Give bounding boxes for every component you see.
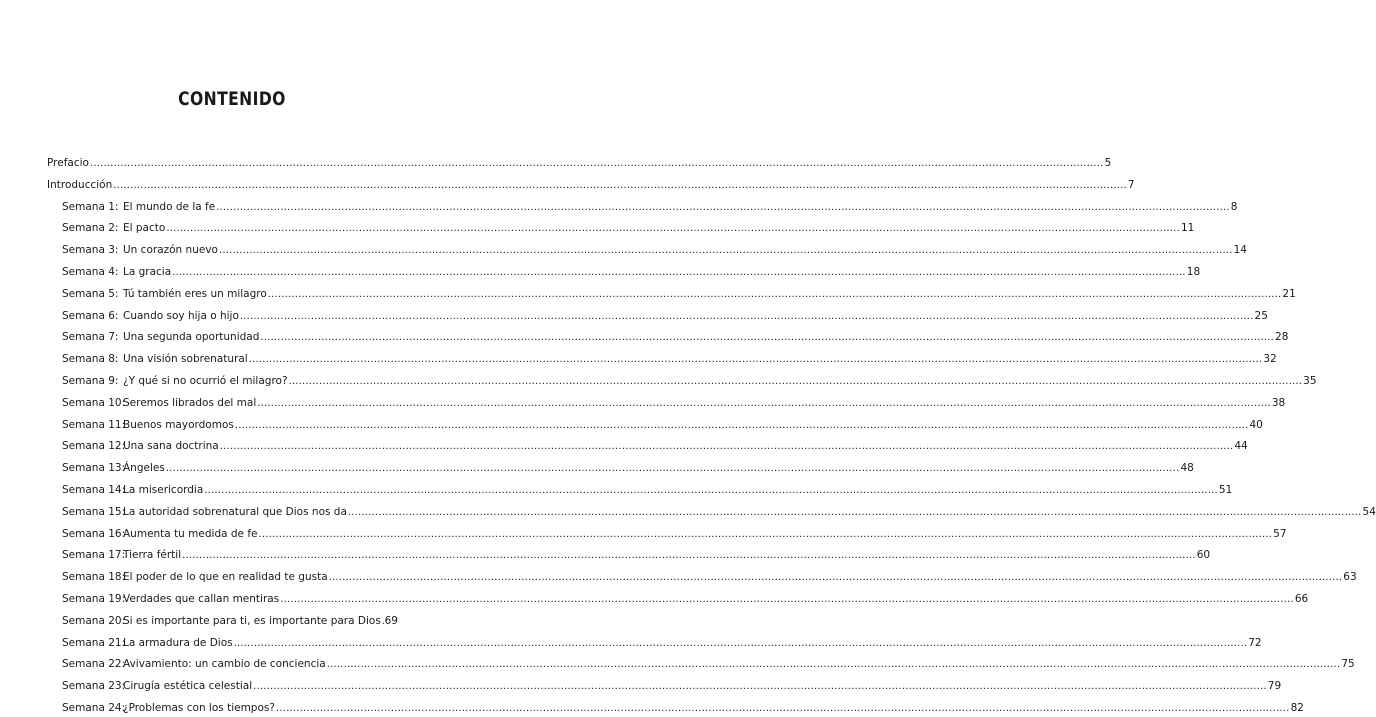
dot-leader: ............................................................................................................................................................................................................................................................................................................ xyxy=(248,354,1263,366)
toc-week-label: Semana 5: xyxy=(62,287,119,300)
toc-week-label: Semana 18: xyxy=(62,571,126,584)
toc-entry xyxy=(62,504,1376,520)
dot-leader: ............................................................................................................................................................................................................................................................................................................ xyxy=(280,594,1294,605)
toc-entry-title: Si es importante para ti, es importante para Dios xyxy=(123,614,381,627)
toc-entry xyxy=(62,438,1248,454)
toc-week-label: Semana 8: xyxy=(62,353,119,366)
toc-entry-title: Aumenta tu medida de fe xyxy=(123,527,258,540)
dot-leader: ............................................................................................................................................................................................................................................................................................................ xyxy=(288,376,1303,387)
dot-leader: ............................................................................................................................................................................................................................................................................................................ xyxy=(234,419,1249,431)
dot-leader: ............................................................................................................................................................................................................................................................................................................ xyxy=(219,441,1234,453)
toc-entry xyxy=(62,242,1247,258)
toc-entry-title: El mundo de la fe xyxy=(123,200,216,213)
toc-page-number: 5 xyxy=(1104,157,1112,169)
toc-entry xyxy=(62,351,1277,367)
toc-week-label: Semana 12: xyxy=(62,440,126,453)
toc-page-number: 54 xyxy=(1362,505,1376,518)
dot-leader: ............................................................................................................................................................................................................................................................................................................ xyxy=(216,201,1230,213)
dot-leader: ............................................................................................................................................................................................................................................................................................................ xyxy=(204,485,1218,496)
toc-week-label: Semana 11: xyxy=(62,418,126,431)
dot-leader: ............................................................................................................................................................................................................................................................................................................ xyxy=(258,528,1273,540)
dot-leader: ............................................................................................................................................................................................................................................................................................................ xyxy=(165,463,1180,475)
toc-entry xyxy=(62,329,1289,345)
toc-week-label: Semana 7: xyxy=(62,331,119,344)
toc-entry xyxy=(62,678,1282,694)
toc-entry xyxy=(62,591,1309,607)
dot-leader: ............................................................................................................................................................................................................................................................................................................ xyxy=(267,288,1282,300)
dot-leader: ............................................................................................................................................................................................................................................................................................................ xyxy=(89,158,1104,169)
toc-page-number: 32 xyxy=(1263,353,1277,366)
toc-entry-title: Una visión sobrenatural xyxy=(123,353,248,366)
toc-entry-title: Seremos librados del mal xyxy=(123,396,257,409)
toc-entry xyxy=(62,220,1195,236)
toc-entry-title: Avivamiento: un cambio de conciencia xyxy=(123,658,326,671)
toc-entry-title: La misericordia xyxy=(123,484,204,496)
toc-page-number: 11 xyxy=(1180,222,1195,235)
dot-leader: ............................................................................................................................................................................................................................................................................................................ xyxy=(218,245,1233,257)
toc-entry xyxy=(62,199,1238,215)
toc-entry-title: Cuando soy hija o hijo xyxy=(123,309,239,322)
dot-leader: ............................................................................................................................................................................................................................................................................................................ xyxy=(233,637,1248,649)
toc-page-number: 48 xyxy=(1180,462,1194,475)
dot-leader: ............................................................................................................................................................................................................................................................................................................ xyxy=(172,267,1186,278)
dot-leader: ............................................................................................................................................................................................................................................................................................................ xyxy=(347,506,1362,518)
toc-week-label: Semana 20: xyxy=(62,614,126,627)
toc-entry-title: Verdades que callan mentiras xyxy=(123,593,280,605)
toc-entry-title: El poder de lo que en realidad te gusta xyxy=(123,571,328,584)
toc-page-number: 79 xyxy=(1267,680,1282,693)
toc-page-number: 38 xyxy=(1271,396,1286,409)
toc-week-label: Semana 13: xyxy=(62,462,126,475)
toc-week-label: Semana 14: xyxy=(62,484,126,496)
toc-week-label: Semana 22: xyxy=(62,658,126,671)
toc-week-label: Semana 2: xyxy=(62,222,119,235)
toc-week-label: Semana 10: xyxy=(62,396,126,409)
toc-entry-title: Buenos mayordomos xyxy=(123,418,234,431)
toc-entry-title: El pacto xyxy=(123,222,166,235)
toc-page-number: 69 xyxy=(384,614,398,627)
toc-page-number: 44 xyxy=(1234,440,1248,453)
toc-page-number: 8 xyxy=(1230,200,1238,213)
toc-entry-title: ¿Problemas con los tiempos? xyxy=(123,702,275,714)
toc-entry xyxy=(62,373,1317,389)
toc-entry xyxy=(62,460,1194,476)
dot-leader xyxy=(382,614,384,630)
toc-entry xyxy=(62,526,1287,542)
dot-leader: ............................................................................................................................................................................................................................................................................................................ xyxy=(113,179,1127,191)
toc-entry xyxy=(62,395,1286,411)
toc-entry xyxy=(62,286,1296,302)
dot-leader: ............................................................................................................................................................................................................................................................................................................ xyxy=(260,332,1275,344)
toc-entry xyxy=(62,264,1201,280)
toc-entry-title: Ángeles xyxy=(123,462,165,475)
toc-week-label: Semana 9: xyxy=(62,375,119,387)
toc-entry xyxy=(47,177,1135,193)
toc-page-number: 57 xyxy=(1273,527,1287,540)
toc-week-label: Semana 19: xyxy=(62,593,126,605)
toc-week-label: Semana 21: xyxy=(62,636,126,649)
dot-leader: ............................................................................................................................................................................................................................................................................................................ xyxy=(239,310,1254,322)
dot-leader: ............................................................................................................................................................................................................................................................................................................ xyxy=(253,681,1267,693)
toc-entry xyxy=(62,547,1211,563)
toc-page-number: 82 xyxy=(1290,702,1304,714)
toc-entry xyxy=(62,569,1357,585)
toc-page-number: 21 xyxy=(1282,287,1296,300)
toc-entry-title: Prefacio xyxy=(47,157,89,169)
toc-entry-title: Tú también eres un milagro xyxy=(123,287,267,300)
toc-page-number: 66 xyxy=(1294,593,1309,605)
dot-leader: ............................................................................................................................................................................................................................................................................................................ xyxy=(326,659,1341,671)
toc-week-label: Semana 16: xyxy=(62,527,126,540)
toc-week-label: Semana 6: xyxy=(62,309,119,322)
toc-page-number: 14 xyxy=(1233,244,1247,257)
toc-entry xyxy=(47,155,1112,171)
toc-page-number: 40 xyxy=(1249,418,1263,431)
toc-entry-title: Tierra fértil xyxy=(123,549,182,562)
toc-entry-title: Una segunda oportunidad xyxy=(123,331,260,344)
toc-page-number: 7 xyxy=(1127,178,1135,191)
toc-page-number: 72 xyxy=(1248,636,1262,649)
toc-week-label: Semana 4: xyxy=(62,266,119,278)
toc-page-number: 18 xyxy=(1186,266,1201,278)
toc-entry xyxy=(62,656,1355,672)
toc-page-number: 35 xyxy=(1303,375,1317,387)
toc-entry-title: ¿Y qué si no ocurrió el milagro? xyxy=(123,375,288,387)
toc-page-number: 75 xyxy=(1341,658,1355,671)
toc-entry xyxy=(62,482,1233,498)
toc-entry-title: Introducción xyxy=(47,178,113,191)
toc-week-label: Semana 1: xyxy=(62,200,119,213)
dot-leader: ............................................................................................................................................................................................................................................................................................................ xyxy=(275,703,1290,714)
toc-entry xyxy=(62,417,1263,433)
toc-entry-title: Cirugía estética celestial xyxy=(123,680,253,693)
toc-week-label: Semana 15: xyxy=(62,505,126,518)
toc-page-number: 60 xyxy=(1196,549,1211,562)
dot-leader: ............................................................................................................................................................................................................................................................................................................ xyxy=(328,572,1343,584)
page-title: CONTENIDO xyxy=(178,88,286,110)
toc-week-label: Semana 24: xyxy=(62,702,126,714)
dot-leader: ............................................................................................................................................................................................................................................................................................................ xyxy=(182,550,1196,562)
toc-entry-title: La armadura de Dios xyxy=(123,636,233,649)
toc-page-number: 63 xyxy=(1343,571,1357,584)
toc-entry xyxy=(62,635,1262,651)
toc-week-label: Semana 23: xyxy=(62,680,126,693)
toc-page-number: 51 xyxy=(1218,484,1233,496)
toc-entry xyxy=(62,700,1304,716)
toc-week-label: Semana 17: xyxy=(62,549,126,562)
toc-entry xyxy=(62,308,1268,324)
toc-entry xyxy=(62,613,398,629)
dot-leader: ............................................................................................................................................................................................................................................................................................................ xyxy=(166,223,1180,235)
toc-page-number: 25 xyxy=(1254,309,1268,322)
toc-week-label: Semana 3: xyxy=(62,244,119,257)
toc-entry-title: La gracia xyxy=(123,266,172,278)
toc-entry-title: Una sana doctrina xyxy=(123,440,219,453)
dot-leader: ............................................................................................................................................................................................................................................................................................................ xyxy=(257,397,1271,409)
toc-page-number: 28 xyxy=(1275,331,1289,344)
toc-entry-title: Un corazón nuevo xyxy=(123,244,218,257)
toc-entry-title: La autoridad sobrenatural que Dios nos da xyxy=(123,505,347,518)
